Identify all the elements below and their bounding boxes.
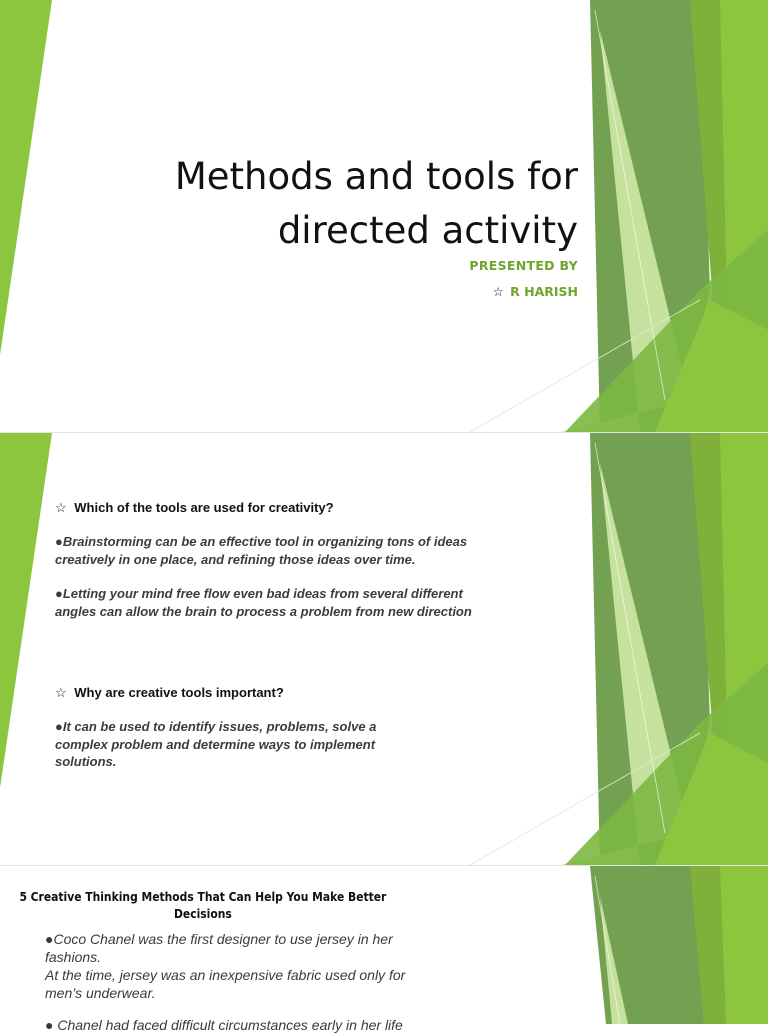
paragraph-chanel-early-life: ● Chanel had faced difficult circumstances early in her life bbox=[45, 1017, 403, 1033]
slide-creative-tools bbox=[0, 433, 768, 865]
title-line-1: Methods and tools for bbox=[174, 155, 578, 198]
paragraph-line: ●Coco Chanel was the first designer to use jersey in her fashions. bbox=[45, 931, 393, 965]
paragraph-coco-chanel bbox=[45, 930, 415, 1002]
page-title bbox=[58, 150, 578, 258]
question-1-text: Which of the tools are used for creativity? bbox=[74, 500, 334, 515]
paragraph-line: At the time, jersey was an inexpensive fabric used only for men’s underwear. bbox=[45, 967, 406, 1001]
left-green-wedge bbox=[0, 0, 52, 355]
title-line-2: directed activity bbox=[277, 209, 578, 252]
left-green-wedge bbox=[0, 433, 52, 788]
question-2 bbox=[55, 685, 284, 701]
question-2-text: Why are creative tools important? bbox=[74, 685, 284, 700]
lime-band bbox=[720, 866, 768, 1024]
section-heading: 5 Creative Thinking Methods That Can Help You Make Better Decisions bbox=[19, 889, 387, 921]
question-1 bbox=[55, 500, 334, 516]
author-line bbox=[493, 284, 578, 299]
star-icon: ☆ bbox=[55, 685, 67, 700]
slide-creative-methods bbox=[0, 866, 768, 1033]
slide-title bbox=[0, 0, 768, 432]
paragraph-brainstorming: ●Brainstorming can be an effective tool in organizing tons of ideas creatively in one place, and refining those ideas over time. bbox=[55, 534, 468, 567]
author-name: R HARISH bbox=[510, 284, 578, 299]
slide-decoration bbox=[0, 433, 768, 865]
star-icon: ☆ bbox=[55, 500, 67, 515]
paragraph-free-flow: ●Letting your mind free flow even bad ideas from several different angles can allow the brain to process a problem from new direction bbox=[55, 586, 472, 619]
star-icon: ☆ bbox=[492, 284, 504, 299]
presented-by-label: PRESENTED BY bbox=[469, 258, 578, 273]
paragraph-importance: ●It can be used to identify issues, problems, solve a complex problem and determine ways to implement solutions. bbox=[55, 719, 377, 769]
